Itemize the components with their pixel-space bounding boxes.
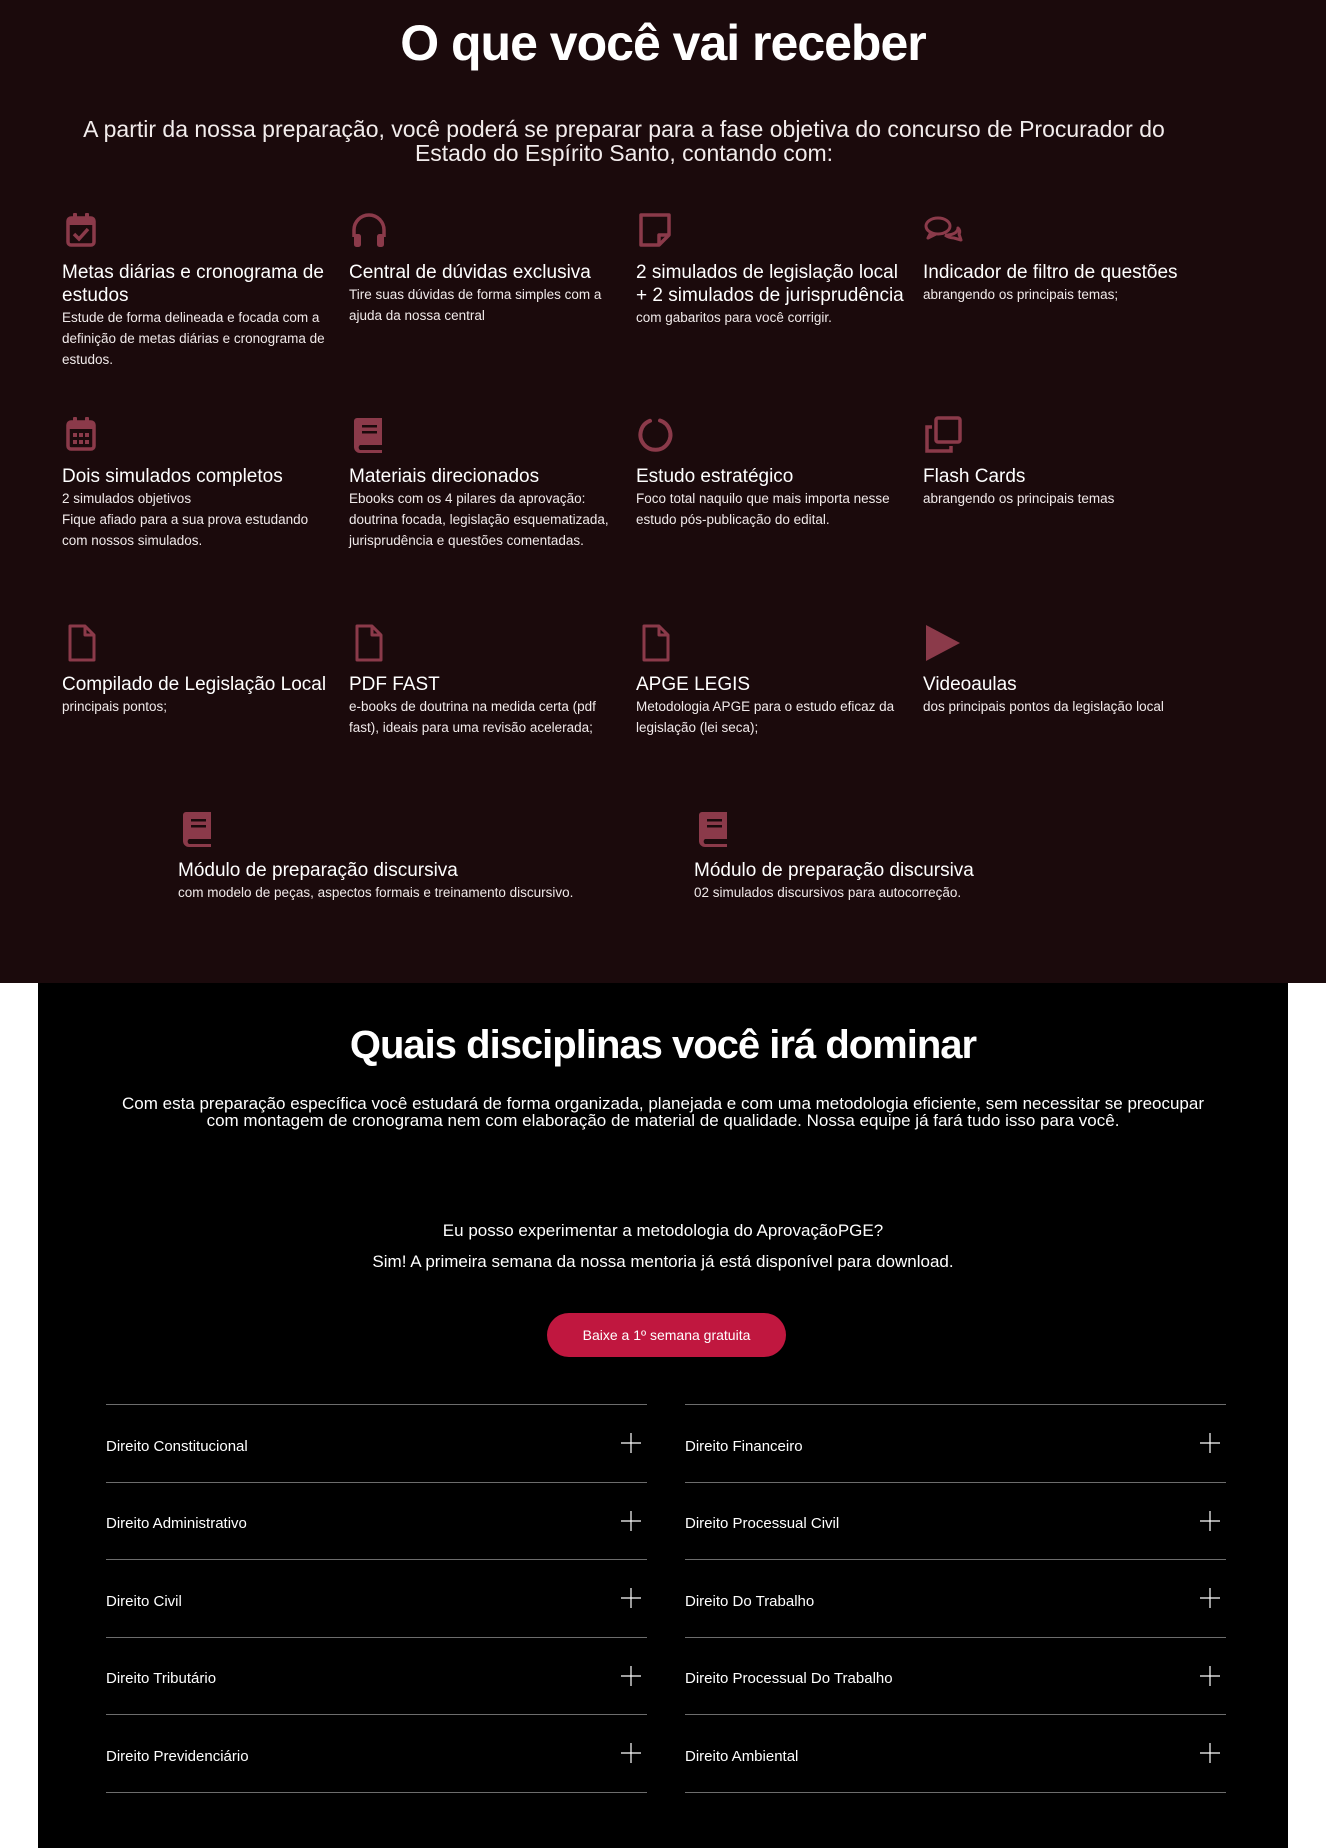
feature-card <box>349 415 619 551</box>
plus-icon[interactable] <box>621 1433 641 1453</box>
accordion-label: Direito Tributário <box>106 1670 217 1688</box>
feature-title: APGE LEGIS <box>636 674 751 695</box>
book-icon <box>349 415 389 455</box>
accordion-item[interactable] <box>106 1483 647 1561</box>
feature-card <box>62 415 332 551</box>
plus-icon[interactable] <box>621 1588 641 1608</box>
feature-card <box>923 415 1193 509</box>
trial-question: Eu posso experimentar a metodologia do AprovaçãoPGE? <box>442 1221 884 1240</box>
feature-title: Central de dúvidas exclusiva <box>349 262 591 283</box>
calendar-icon <box>62 415 102 455</box>
feature-title: Indicador de filtro de questões <box>923 262 1178 283</box>
feature-title: Estudo estratégico <box>636 466 794 487</box>
file-icon <box>349 623 389 663</box>
plus-icon[interactable] <box>1200 1511 1220 1531</box>
file-icon <box>636 623 676 663</box>
disciplines-accordion-left <box>106 1404 647 1793</box>
accordion-label: Direito Financeiro <box>685 1437 803 1455</box>
file-icon <box>62 623 102 663</box>
accordion-label: Direito Constitucional <box>106 1437 248 1455</box>
plus-icon[interactable] <box>1200 1588 1220 1608</box>
clone-icon <box>923 415 963 455</box>
section-subtitle: A partir da nossa preparação, você poderá se preparar para a fase objetiva do concurso de Procurador do Estado do Espírito Santo, contando com: <box>83 116 1165 166</box>
feature-title: Dois simulados completos <box>62 466 283 487</box>
disciplines-accordion-right <box>685 1404 1226 1793</box>
feature-title: Flash Cards <box>923 466 1026 487</box>
feature-title: Compilado de Legislação Local <box>62 674 327 695</box>
feature-title: Metas diárias e cronograma de estudos <box>62 262 324 306</box>
book-icon <box>178 809 218 849</box>
feature-card <box>694 809 1094 903</box>
accordion-label: Direito Previdenciário <box>106 1747 249 1765</box>
accordion-label: Direito Processual Civil <box>685 1515 840 1533</box>
accordion-item[interactable] <box>106 1715 647 1793</box>
feature-card <box>349 211 619 326</box>
feature-title: PDF FAST <box>349 674 440 695</box>
comments-icon <box>923 211 963 251</box>
feature-card <box>349 623 619 738</box>
feature-title: Módulo de preparação discursiva <box>178 860 458 881</box>
feature-desc: com gabaritos para você corrigir. <box>636 310 832 325</box>
disciplines-intro: Com esta preparação específica você estudará de forma organizada, planejada e com uma metodologia eficiente, sem necessitar se preocupar com montagem de cronograma nem com elaboração de material de qualidade. Nossa equipe já fará tudo isso para você. <box>122 1094 1204 1130</box>
accordion-item[interactable] <box>685 1638 1226 1716</box>
play-icon <box>923 623 963 663</box>
accordion-item[interactable] <box>106 1638 647 1716</box>
book-icon <box>694 809 734 849</box>
trial-answer: Sim! A primeira semana da nossa mentoria já está disponível para download. <box>372 1252 954 1271</box>
feature-card <box>62 623 332 717</box>
feature-card <box>636 415 906 530</box>
feature-desc: abrangendo os principais temas <box>923 491 1115 506</box>
feature-title: Videoaulas <box>923 674 1017 695</box>
feature-desc: com modelo de peças, aspectos formais e treinamento discursivo. <box>178 885 574 900</box>
accordion-item[interactable] <box>685 1405 1226 1483</box>
feature-title: Módulo de preparação discursiva <box>694 860 974 881</box>
feature-desc: 2 simulados objetivos Fique afiado para a sua prova estudando com nossos simulados. <box>62 491 309 548</box>
plus-icon[interactable] <box>621 1743 641 1763</box>
disciplines-section <box>38 983 1288 1848</box>
feature-title: 2 simulados de legislação local + 2 simulados de jurisprudência <box>636 262 904 306</box>
headphones-icon <box>349 211 389 251</box>
plus-icon[interactable] <box>621 1666 641 1686</box>
feature-desc: Metodologia APGE para o estudo eficaz da legislação (lei seca); <box>636 699 895 735</box>
section-title: O que você vai receber <box>400 15 926 71</box>
plus-icon[interactable] <box>621 1511 641 1531</box>
accordion-item[interactable] <box>685 1715 1226 1793</box>
feature-desc: Tire suas dúvidas de forma simples com a ajuda da nossa central <box>349 287 602 323</box>
feature-desc: Foco total naquilo que mais importa nesse estudo pós-publicação do edital. <box>636 491 890 527</box>
feature-card <box>178 809 578 903</box>
calendar-check-icon <box>62 211 102 251</box>
sticky-note-icon <box>636 211 676 251</box>
accordion-item[interactable] <box>685 1560 1226 1638</box>
feature-card <box>923 623 1193 717</box>
download-free-week-button[interactable]: Baixe a 1º semana gratuita <box>547 1313 786 1357</box>
accordion-label: Direito Processual Do Trabalho <box>685 1670 893 1688</box>
accordion-label: Direito Administrativo <box>106 1515 247 1533</box>
feature-card <box>62 211 332 370</box>
feature-desc: Ebooks com os 4 pilares da aprovação: doutrina focada, legislação esquematizada, jurisprudência e questões comentadas. <box>349 491 609 548</box>
disciplines-title: Quais disciplinas você irá dominar <box>349 1023 977 1067</box>
feature-card <box>636 211 906 328</box>
feature-card <box>636 623 906 738</box>
feature-card <box>923 211 1193 305</box>
accordion-item[interactable] <box>106 1405 647 1483</box>
plus-icon[interactable] <box>1200 1743 1220 1763</box>
accordion-label: Direito Do Trabalho <box>685 1592 815 1610</box>
accordion-label: Direito Ambiental <box>685 1747 799 1765</box>
accordion-label: Direito Civil <box>106 1592 182 1610</box>
circle-notch-icon <box>636 415 676 455</box>
feature-desc: 02 simulados discursivos para autocorreção. <box>694 885 962 900</box>
feature-desc: Estude de forma delineada e focada com a definição de metas diárias e cronograma de estudos. <box>62 310 325 367</box>
feature-desc: principais pontos; <box>62 699 168 714</box>
feature-desc: dos principais pontos da legislação local <box>923 699 1164 714</box>
accordion-item[interactable] <box>685 1483 1226 1561</box>
plus-icon[interactable] <box>1200 1666 1220 1686</box>
feature-desc: e-books de doutrina na medida certa (pdf fast), ideais para uma revisão acelerada; <box>349 699 596 735</box>
feature-title: Materiais direcionados <box>349 466 540 487</box>
accordion-item[interactable] <box>106 1560 647 1638</box>
feature-desc: abrangendo os principais temas; <box>923 287 1119 302</box>
plus-icon[interactable] <box>1200 1433 1220 1453</box>
